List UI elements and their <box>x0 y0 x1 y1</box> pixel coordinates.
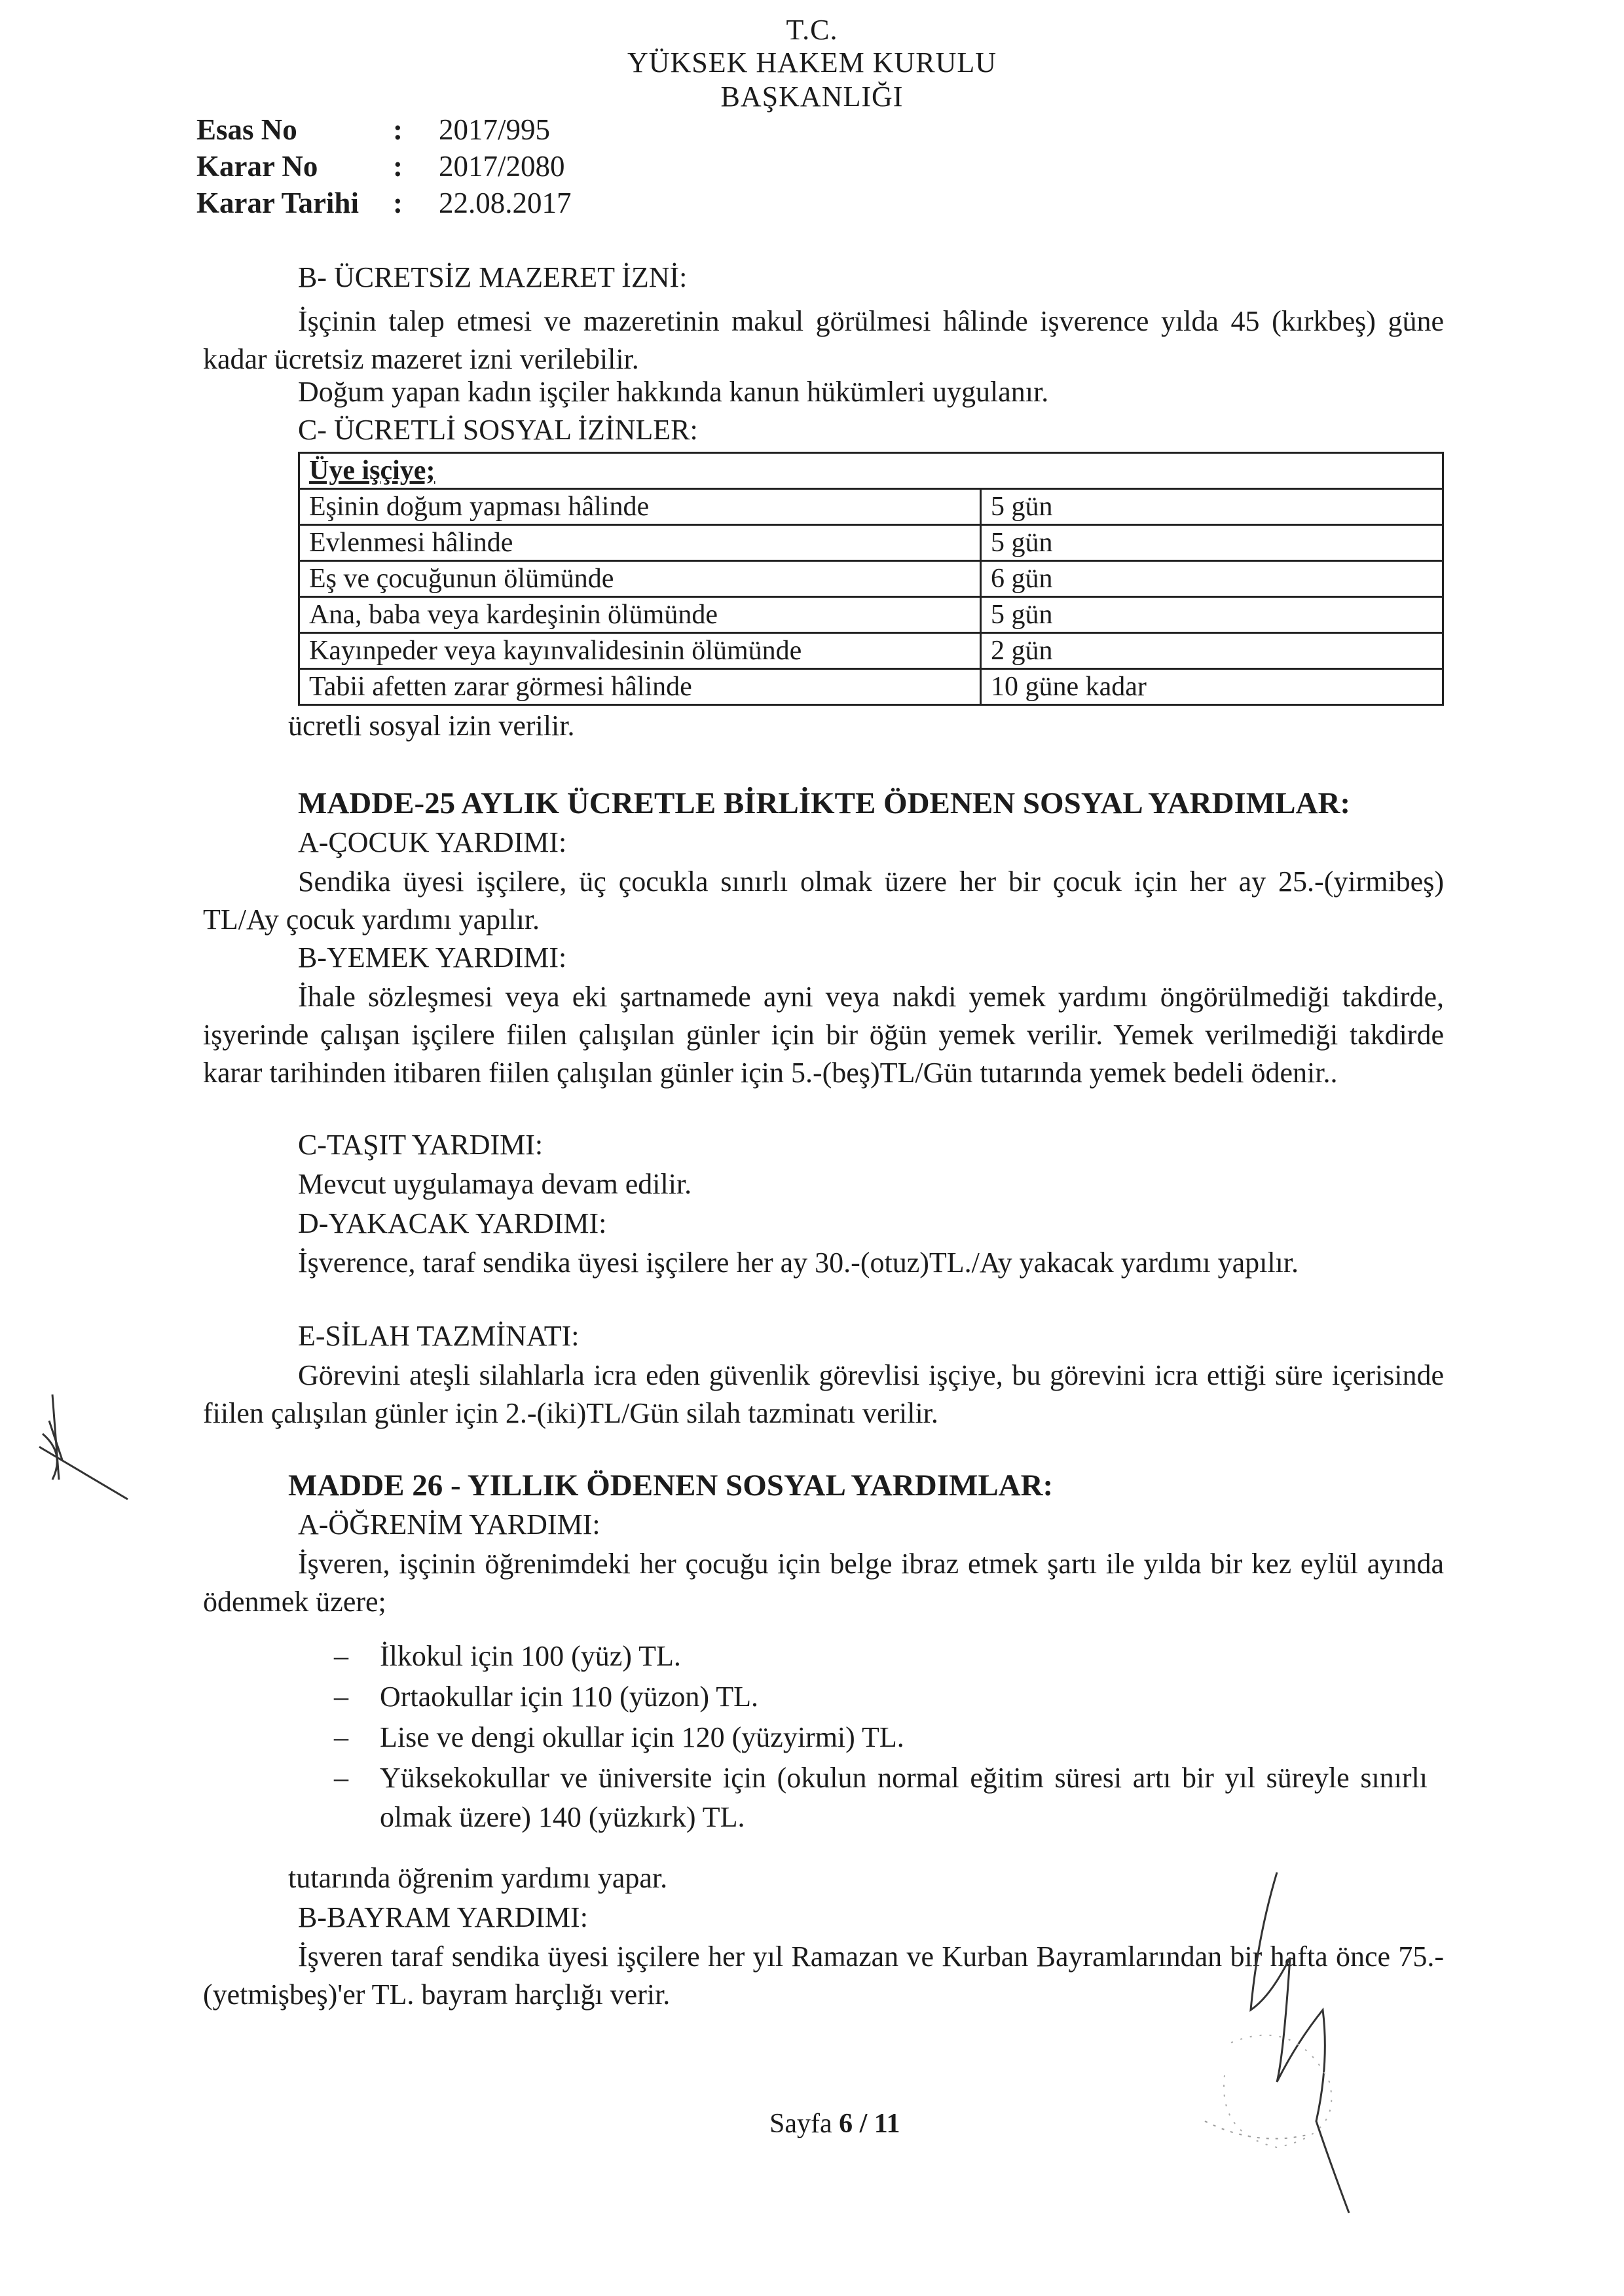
section-b-paragraph-2: Doğum yapan kadın işçiler hakkında kanun hükümleri uygulanır. <box>298 376 1049 408</box>
madde-25-d-text: İşverence, taraf sendika üyesi işçilere her ay 30.-(otuz)TL./Ay yakacak yardımı yapılır. <box>298 1247 1299 1279</box>
initial-signature-icon <box>13 1381 144 1512</box>
bullet-mark: – <box>334 1721 348 1753</box>
madde-25-title: MADDE-25 AYLIK ÜCRETLE BİRLİKTE ÖDENEN SOSYAL YARDIMLAR: <box>298 786 1351 820</box>
madde-25-a-title: A-ÇOCUK YARDIMI: <box>298 826 567 858</box>
table-cell-days: 5 gün <box>981 597 1443 633</box>
madde-25-b-title: B-YEMEK YARDIMI: <box>298 941 567 974</box>
madde-25-d-title: D-YAKACAK YARDIMI: <box>298 1207 607 1239</box>
table-row <box>299 597 1443 633</box>
list-item: Yüksekokullar ve üniversite için (okulun normal eğitim süresi artı bir yıl süreyle sınırlı olmak üzere) 140 (yüzkırk) TL. <box>380 1762 1428 1833</box>
meta-karar-tarihi <box>196 186 572 220</box>
signature-icon <box>1179 1846 1428 2239</box>
table-cell-case: Ana, baba veya kardeşinin ölümünde <box>299 597 981 633</box>
table-row <box>299 633 1443 669</box>
meta-value: 2017/2080 <box>439 150 565 183</box>
madde-25-e-title: E-SİLAH TAZMİNATI: <box>298 1320 580 1352</box>
header-institution: YÜKSEK HAKEM KURULU <box>627 46 997 79</box>
bullet-mark: – <box>334 1762 348 1794</box>
meta-karar-no <box>196 149 565 183</box>
section-b-paragraph: İşçinin talep etmesi ve mazeretinin makul görülmesi hâlinde işverence yılda 45 (kırkbeş) güne kadar ücretsiz mazeret izni verilebilir. <box>203 305 1444 375</box>
madde-26-a-title: A-ÖĞRENİM YARDIMI: <box>298 1508 600 1540</box>
section-c-after: ücretli sosyal izin verilir. <box>288 710 575 742</box>
table-cell-days: 10 güne kadar <box>981 669 1443 705</box>
table-row <box>299 453 1443 489</box>
madde-25-e-text: Görevini ateşli silahlarla icra eden güvenlik görevlisi işçiye, bu görevini icra ettiği süre içerisinde fiilen çalışılan günler için 2.-(iki)TL/Gün silah tazminatı verilir. <box>203 1359 1444 1429</box>
table-cell-case: Eş ve çocuğunun ölümünde <box>299 561 981 597</box>
table-cell-case: Evlenmesi hâlinde <box>299 525 981 561</box>
meta-value: 2017/995 <box>439 113 551 146</box>
section-c-title: C- ÜCRETLİ SOSYAL İZİNLER: <box>298 414 698 446</box>
madde-25-b-text: İhale sözleşmesi veya eki şartnamede ayni veya nakdi yemek yardımı öngörülmediği takdirde, işyerinde çalışan işçilere fiilen çalışılan günler için bir öğün yemek verilir. Yemek verilmediği takdirde karar tarihinden itibaren fiilen çalışılan günler için 5.-(beş)TL/Gün tutarında yemek bedeli ödenir.. <box>203 981 1444 1089</box>
table-head-cell: Üye işçiye; <box>299 453 1443 489</box>
header-presidency: BAŞKANLIĞI <box>720 81 904 113</box>
madde-25-c-text: Mevcut uygulamaya devam edilir. <box>298 1168 692 1200</box>
meta-label: Esas No <box>196 113 297 146</box>
madde-26-b-title: B-BAYRAM YARDIMI: <box>298 1901 588 1933</box>
page-value: 6 / 11 <box>839 2109 900 2139</box>
madde-25-a-text: Sendika üyesi işçilere, üç çocukla sınırlı olmak üzere her bir çocuk için her ay 25.-(yirmibeş) TL/Ay çocuk yardımı yapılır. <box>203 866 1444 936</box>
table-cell-days: 5 gün <box>981 525 1443 561</box>
page-label: Sayfa <box>769 2109 832 2139</box>
list-item: Lise ve dengi okullar için 120 (yüzyirmi) TL. <box>380 1721 904 1753</box>
madde-26-b-text: İşveren taraf sendika üyesi işçilere her yıl Ramazan ve Kurban Bayramlarından bir hafta önce 75.-(yetmişbeş)'er TL. bayram harçlığı verir. <box>203 1941 1444 2011</box>
table-cell-case: Kayınpeder veya kayınvalidesinin ölümünde <box>299 633 981 669</box>
table-row <box>299 525 1443 561</box>
bullet-mark: – <box>334 1640 348 1672</box>
table-cell-days: 6 gün <box>981 561 1443 597</box>
table-cell-days: 5 gün <box>981 489 1443 525</box>
table-cell-case: Tabii afetten zarar görmesi hâlinde <box>299 669 981 705</box>
meta-value: 22.08.2017 <box>439 187 572 219</box>
meta-label: Karar No <box>196 150 318 183</box>
meta-label: Karar Tarihi <box>196 187 359 219</box>
header-tc: T.C. <box>786 14 838 46</box>
madde-26-title: MADDE 26 - YILLIK ÖDENEN SOSYAL YARDIMLAR: <box>288 1468 1054 1503</box>
table-row <box>299 561 1443 597</box>
madde-25-c-title: C-TAŞIT YARDIMI: <box>298 1129 544 1161</box>
meta-esas-no <box>196 113 550 147</box>
meta-separator: : <box>393 113 403 146</box>
bullet-mark: – <box>334 1681 348 1713</box>
list-item: Ortaokullar için 110 (yüzon) TL. <box>380 1681 758 1713</box>
table-cell-case: Eşinin doğum yapması hâlinde <box>299 489 981 525</box>
madde-26-a-text: İşveren, işçinin öğrenimdeki her çocuğu için belge ibraz etmek şartı ile yılda bir kez eylül ayında ödenmek üzere; <box>203 1548 1444 1618</box>
table-row <box>299 669 1443 705</box>
meta-separator: : <box>393 150 403 183</box>
section-b-title: B- ÜCRETSİZ MAZERET İZNİ: <box>298 261 688 293</box>
page-number <box>769 2108 900 2140</box>
social-leave-table <box>298 452 1444 706</box>
table-row <box>299 489 1443 525</box>
meta-separator: : <box>393 187 403 219</box>
table-cell-days: 2 gün <box>981 633 1443 669</box>
madde-26-a-after: tutarında öğrenim yardımı yapar. <box>288 1862 668 1894</box>
list-item: İlkokul için 100 (yüz) TL. <box>380 1640 681 1672</box>
